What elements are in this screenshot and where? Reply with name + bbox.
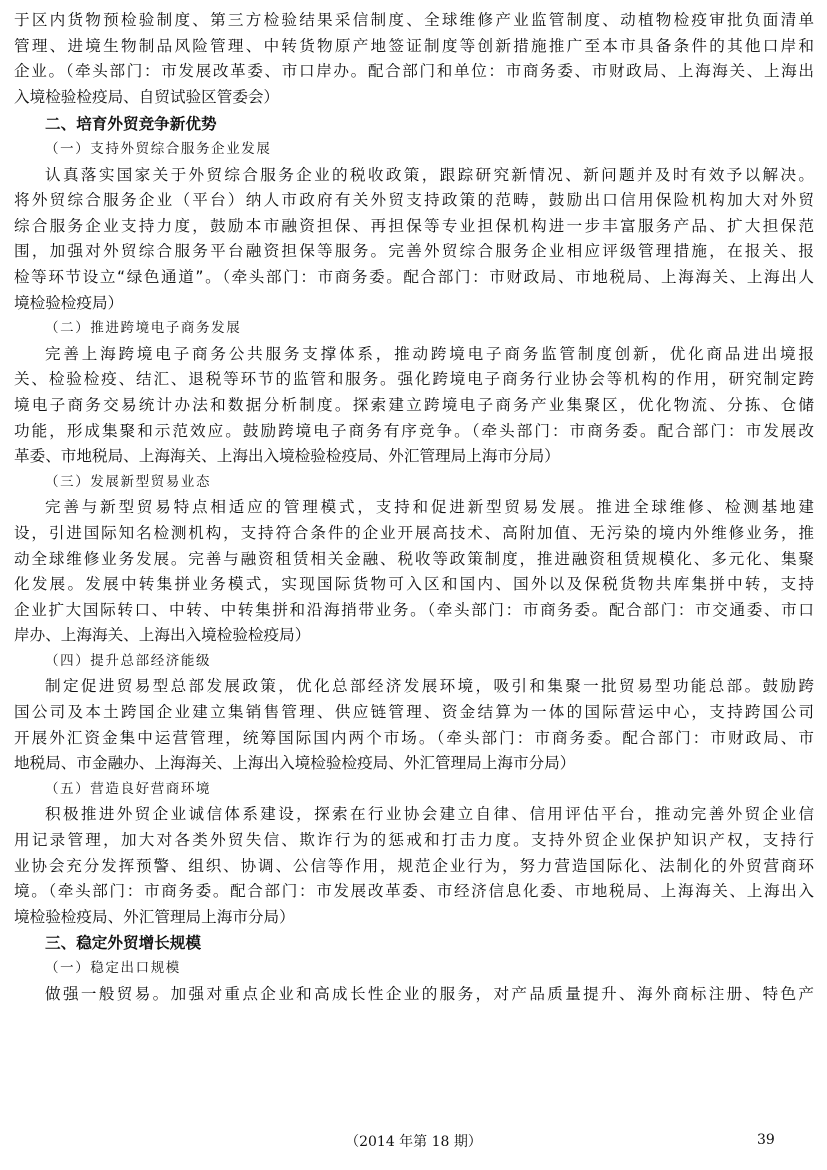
text-line: 境检验检疫局、外汇管理局上海市分局） bbox=[14, 907, 295, 926]
paragraph-2-3 bbox=[14, 495, 814, 649]
text-line: 检等环节设立“绿色通道”。（牵头部门：市商务委。配合部门：市财政局、市地税局、上海海关、上海出人 bbox=[14, 267, 814, 286]
paragraph-2-4 bbox=[14, 674, 814, 776]
text-line: 设，引进国际知名检测机构，支持符合条件的企业开展高技术、高附加值、无污染的境内外维修业务，推 bbox=[14, 523, 814, 542]
section-2 bbox=[14, 111, 814, 1008]
text-line: 业协会充分发挥预警、组织、协调、公信等作用，规范企业行为，努力营造国际化、法制化的外贸营商环 bbox=[14, 856, 814, 875]
text-line: 化发展。发展中转集拼业务模式，实现国际货物可入区和国内、国外以及保税货物共库集拼中转，支持 bbox=[14, 575, 814, 594]
text-line: 入境检验检疫局、自贸试验区管委会） bbox=[14, 87, 280, 106]
subsection-heading: （四）提升总部经济能级 bbox=[45, 652, 212, 669]
text-line: 境。（牵头部门：市商务委。配合部门：市发展改革委、市经济信息化委、市地税局、上海海关、上海出入 bbox=[14, 882, 814, 901]
text-line: 关、检验检疫、结汇、退税等环节的监管和服务。强化跨境电子商务行业协会等机构的作用，研究制定跨 bbox=[14, 370, 814, 389]
text-line: 认真落实国家关于外贸综合服务企业的税收政策，跟踪研究新情况、新问题并及时有效予以解决。 bbox=[45, 165, 814, 184]
text-line: 制定促进贸易型总部发展政策，优化总部经济发展环境，吸引和集聚一批贸易型功能总部。鼓励跨 bbox=[45, 677, 814, 696]
text-line: 完善与新型贸易特点相适应的管理模式，支持和促进新型贸易发展。推进全球维修、检测基地建 bbox=[45, 498, 814, 517]
text-line: 革委、市地税局、上海海关、上海出入境检验检疫局、外汇管理局上海市分局） bbox=[14, 447, 560, 466]
text-line: 功能，形成集聚和示范效应。鼓励跨境电子商务有序竞争。（牵头部门：市商务委。配合部门：市发展改 bbox=[14, 421, 814, 440]
text-line: 将外贸综合服务企业（平台）纳人市政府有关外贸支持政策的范畴，鼓励出口信用保险机构加大对外贸 bbox=[14, 191, 814, 210]
text-line: 于区内货物预检验制度、第三方检验结果采信制度、全球维修产业监管制度、动植物检疫审批负面清单 bbox=[14, 11, 814, 29]
text-line: 综合服务企业支持力度，鼓励本市融资担保、再担保等专业担保机构进一步丰富服务产品、扩大担保范 bbox=[14, 216, 814, 235]
page-number: 39 bbox=[757, 1132, 775, 1148]
issue-label: （2014 年第 18 期） bbox=[345, 1134, 482, 1150]
subsection-heading: （二）推进跨境电子商务发展 bbox=[45, 320, 242, 337]
text-line: 国公司及本土跨国企业建立集销售管理、供应链管理、资金结算为一体的国际营运中心，支持跨国公司 bbox=[14, 703, 814, 722]
subsection-heading: （一）支持外贸综合服务企业发展 bbox=[45, 141, 272, 157]
text-line: 地税局、市金融办、上海海关、上海出入境检验检疫局、外汇管理局上海市分局） bbox=[14, 754, 576, 773]
intro-paragraph bbox=[14, 8, 814, 110]
section-heading: 二、培育外贸竞争新优势 bbox=[45, 115, 217, 133]
text-line: 境电子商务交易统计办法和数据分析制度。探索建立跨境电子商务产业集聚区，优化物流、分拣、仓储 bbox=[14, 395, 814, 414]
paragraph-2-1 bbox=[14, 163, 814, 317]
paragraph-2-2 bbox=[14, 342, 814, 470]
subsection-heading: （三）发展新型贸易业态 bbox=[45, 473, 212, 490]
text-line: 用记录管理，加大对各类外贸失信、欺诈行为的惩戒和打击力度。支持外贸企业保护知识产权，支持行 bbox=[14, 831, 814, 850]
paragraph-2-5 bbox=[14, 802, 814, 930]
text-line: 境检验检疫局） bbox=[14, 293, 124, 312]
text-line: 企业扩大国际转口、中转、中转集拼和沿海捎带业务。（牵头部门：市商务委。配合部门：市交通委、市口 bbox=[14, 600, 814, 619]
text-line: 企业。（牵头部门：市发展改革委、市口岸办。配合部门和单位：市商务委、市财政局、上海海关、上海出 bbox=[14, 62, 814, 81]
text-line: 管理、进境生物制品风险管理、中转货物原产地签证制度等创新措施推广至本市具备条件的其他口岸和 bbox=[14, 36, 814, 55]
text-line: 完善上海跨境电子商务公共服务支撑体系，推动跨境电子商务监管制度创新，优化商品进出境报 bbox=[45, 344, 814, 363]
paragraph-3-1 bbox=[14, 982, 814, 1008]
subsection-heading: （一）稳定出口规模 bbox=[45, 960, 181, 977]
text-line: 岸办、上海海关、上海出入境检验检疫局） bbox=[14, 626, 311, 645]
section-heading: 三、稳定外贸增长规模 bbox=[45, 934, 201, 953]
text-line: 动全球维修业务发展。完善与融资租赁相关金融、税收等政策制度，推进融资租赁规模化、多元化、集聚 bbox=[14, 549, 814, 568]
text-line: 围，加强对外贸综合服务平台融资担保等服务。完善外贸综合服务企业相应评级管理措施，在报关、报 bbox=[14, 242, 814, 261]
text-line: 开展外汇资金集中运营管理，统筹国际国内两个市场。（牵头部门：市商务委。配合部门：市财政局、市 bbox=[14, 728, 814, 747]
text-line: 做强一般贸易。加强对重点企业和高成长性企业的服务，对产品质量提升、海外商标注册、特色产 bbox=[45, 985, 814, 1003]
subsection-heading: （五）营造良好营商环境 bbox=[45, 780, 212, 797]
text-line: 积极推进外贸企业诚信体系建设，探索在行业协会建立自律、信用评估平台，推动完善外贸企业信 bbox=[45, 805, 814, 824]
